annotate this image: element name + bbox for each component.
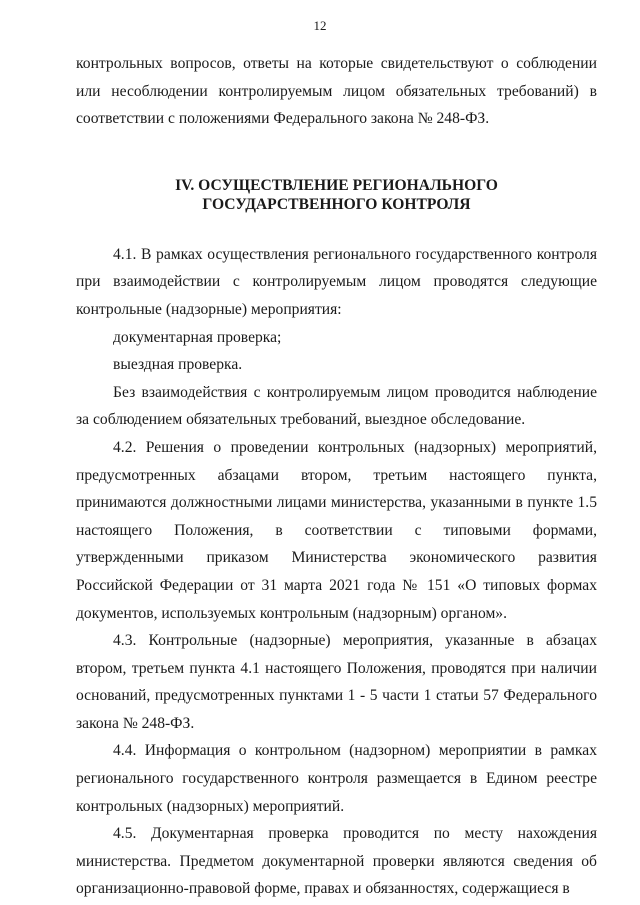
intro-paragraph: контрольных вопросов, ответы на которые свидетельствуют о соблюдении или несоблюдении контролируемым лицом обязательных требований) в соответствии с положениями Федерального закона № 248-ФЗ. bbox=[76, 55, 597, 128]
section-title-line-1: IV. ОСУЩЕСТВЛЕНИЕ РЕГИОНАЛЬНОГО bbox=[175, 176, 498, 194]
paragraph-4-1-tail: Без взаимодействия с контролируемым лицом проводится наблюдение за соблюдением обязательных требований, выездное обследование. bbox=[76, 383, 597, 429]
paragraph-4-2: 4.2. Решения о проведении контрольных (надзорных) мероприятий, предусмотренных абзацами втором, третьим настоящего пункта, принимаются должностными лицами министерства, указанными в пункте 1.5 настоящего Положения, в соответствии с типовыми формами, утвержденными приказом Министерства экономического развития Российской Федерации от 31 марта 2021 года № 151 «О типовых формах документов, используемых контрольным (надзорным) органом». bbox=[76, 438, 597, 622]
document-body bbox=[76, 50, 597, 903]
paragraph-4-1: 4.1. В рамках осуществления регионального государственного контроля при взаимодействии с контролируемым лицом проводятся следующие контрольные (надзорные) мероприятия: bbox=[76, 245, 597, 318]
list-item-field-check: выездная проверка. bbox=[113, 356, 243, 374]
paragraph-4-3: 4.3. Контрольные (надзорные) мероприятия, указанные в абзацах втором, третьем пункта 4.1 настоящего Положения, проводятся при наличии оснований, предусмотренных пунктами 1 - 5 части 1 статьи 57 Федерального закона № 248-ФЗ. bbox=[76, 632, 597, 732]
paragraph-4-5: 4.5. Документарная проверка проводится по месту нахождения министерства. Предметом документарной проверки являются сведения об организационно-правовой форме, правах и обязанностях, содержащиеся в bbox=[76, 825, 597, 898]
paragraph-4-4: 4.4. Информация о контрольном (надзорном) мероприятии в рамках регионального государственного контроля размещается в Едином реестре контрольных (надзорных) мероприятий. bbox=[76, 742, 597, 815]
list-item-documentary-check: документарная проверка; bbox=[113, 328, 282, 346]
section-title-line-2: ГОСУДАРСТВЕННОГО КОНТРОЛЯ bbox=[202, 195, 471, 213]
section-heading bbox=[76, 176, 597, 214]
page-number: 12 bbox=[313, 18, 327, 33]
